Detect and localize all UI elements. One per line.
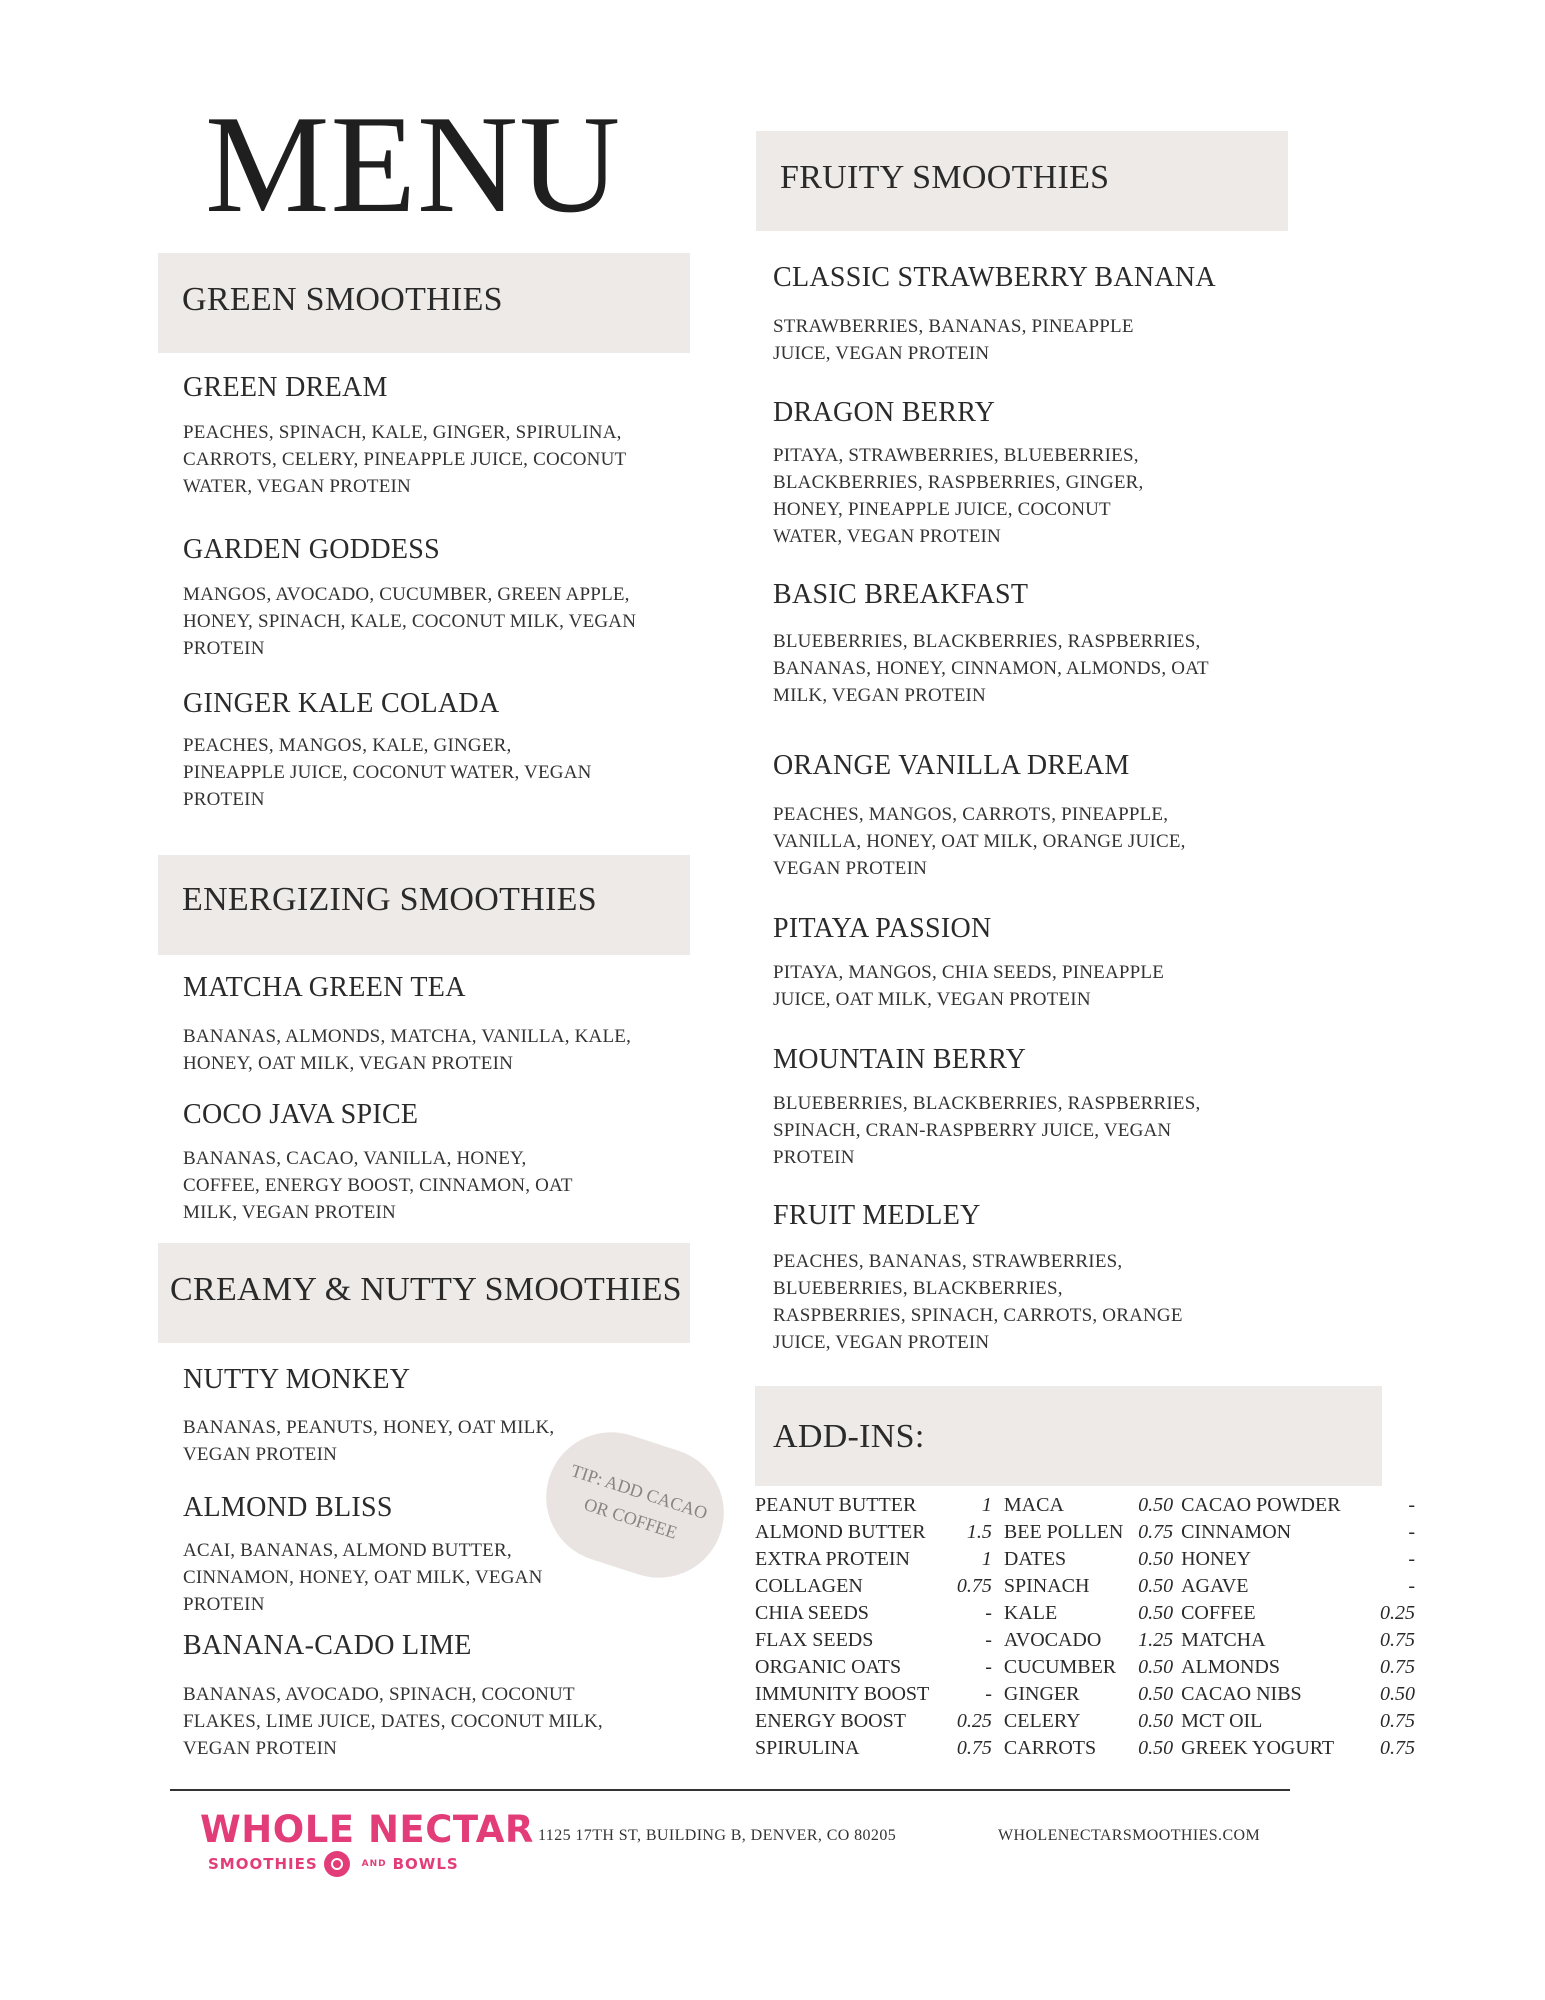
addin-price: - — [1408, 1494, 1415, 1516]
addin-row — [755, 1546, 1415, 1573]
addins-section-title: ADD-INS: — [773, 1418, 925, 1455]
item-nutty-monkey-name: NUTTY MONKEY — [183, 1364, 411, 1395]
addin-row — [755, 1600, 1415, 1627]
item-dragon-berry-name: DRAGON BERRY — [773, 397, 996, 428]
addin-name: PEANUT BUTTER — [755, 1494, 917, 1516]
addin-row — [755, 1573, 1415, 1600]
addin-name: GREEK YOGURT — [1181, 1737, 1335, 1759]
addin-row — [755, 1492, 1415, 1519]
footer-address: 1125 17TH ST, BUILDING B, DENVER, CO 80205 — [538, 1827, 897, 1844]
addin-name: CINNAMON — [1181, 1521, 1292, 1543]
addins-section-header — [755, 1386, 1382, 1486]
addin-row — [755, 1627, 1415, 1654]
addin-price: 1.25 — [1138, 1629, 1174, 1651]
footer-website[interactable]: WHOLENECTARSMOOTHIES.COM — [998, 1827, 1261, 1844]
addin-name: MACA — [1003, 1494, 1064, 1516]
addin-name: FLAX SEEDS — [755, 1629, 874, 1651]
addin-name: CELERY — [1003, 1710, 1081, 1732]
addin-price: 0.75 — [1380, 1710, 1415, 1732]
addin-price: 0.50 — [1138, 1602, 1174, 1624]
addin-name: AVOCADO — [1003, 1629, 1102, 1651]
item-almond-bliss-desc: ACAI, BANANAS, ALMOND BUTTER, CINNAMON, HONEY, OAT MILK, VEGAN PROTEIN — [183, 1540, 543, 1615]
addin-name: ALMOND BUTTER — [755, 1521, 926, 1543]
item-ginger-kale-colada-name: GINGER KALE COLADA — [183, 688, 500, 719]
addin-price: - — [1408, 1521, 1415, 1543]
footer-divider — [170, 1789, 1290, 1791]
addin-price: 0.50 — [1380, 1683, 1415, 1705]
item-pitaya-passion-desc: PITAYA, MANGOS, CHIA SEEDS, PINEAPPLE JUICE, OAT MILK, VEGAN PROTEIN — [773, 962, 1165, 1010]
fruity-section-title: FRUITY SMOOTHIES — [780, 159, 1110, 196]
item-matcha-green-tea-name: MATCHA GREEN TEA — [183, 972, 466, 1003]
addin-price: - — [985, 1683, 992, 1705]
item-garden-goddess-desc: MANGOS, AVOCADO, CUCUMBER, GREEN APPLE, HONEY, SPINACH, KALE, COCONUT MILK, VEGAN PROTEIN — [183, 584, 637, 659]
item-mountain-berry-desc: BLUEBERRIES, BLACKBERRIES, RASPBERRIES, SPINACH, CRAN-RASPBERRY JUICE, VEGAN PROTEIN — [773, 1093, 1201, 1168]
energizing-section-title: ENERGIZING SMOOTHIES — [182, 881, 597, 918]
item-almond-bliss-name: ALMOND BLISS — [183, 1492, 393, 1523]
addin-price: 1.5 — [966, 1521, 992, 1543]
menu-title: MENU — [205, 87, 622, 242]
logo-sub-left: SMOOTHIES — [208, 1855, 318, 1873]
addin-price: - — [1408, 1548, 1415, 1570]
addin-name: MATCHA — [1181, 1629, 1266, 1651]
item-basic-breakfast-name: BASIC BREAKFAST — [773, 579, 1029, 610]
addin-price: 0.50 — [1138, 1710, 1174, 1732]
addin-price: 0.75 — [956, 1737, 992, 1759]
energizing-section-header — [158, 855, 690, 955]
addin-name: MCT OIL — [1181, 1710, 1263, 1732]
addin-price: 0.75 — [1380, 1737, 1415, 1759]
addin-name: CACAO NIBS — [1181, 1683, 1302, 1705]
addins-table — [755, 1492, 1415, 1762]
logo-sub-right: BOWLS — [392, 1855, 459, 1873]
item-classic-strawberry-banana-desc: STRAWBERRIES, BANANAS, PINEAPPLE JUICE, VEGAN PROTEIN — [773, 316, 1134, 364]
addin-name: HONEY — [1181, 1548, 1252, 1570]
addin-price: 0.50 — [1138, 1494, 1174, 1516]
addin-name: KALE — [1003, 1602, 1058, 1624]
addin-name: ORGANIC OATS — [755, 1656, 902, 1678]
item-orange-vanilla-dream-name: ORANGE VANILLA DREAM — [773, 750, 1130, 781]
addin-price: 0.50 — [1138, 1548, 1174, 1570]
item-dragon-berry-desc: PITAYA, STRAWBERRIES, BLUEBERRIES, BLACKBERRIES, RASPBERRIES, GINGER, HONEY, PINEAPPLE JUICE, COCONUT WATER, VEGAN PROTEIN — [773, 445, 1144, 547]
addin-name: CARROTS — [1003, 1737, 1097, 1759]
addin-name: SPIRULINA — [755, 1737, 860, 1759]
item-basic-breakfast-desc: BLUEBERRIES, BLACKBERRIES, RASPBERRIES, BANANAS, HONEY, CINNAMON, ALMONDS, OAT MILK, VEGAN PROTEIN — [773, 631, 1209, 706]
addin-name: BEE POLLEN — [1003, 1521, 1124, 1543]
item-garden-goddess-name: GARDEN GODDESS — [183, 534, 440, 565]
addin-row — [755, 1654, 1415, 1681]
brand-logo-text: WHOLE NECTAR — [200, 1808, 534, 1851]
addin-row — [755, 1708, 1415, 1735]
item-coco-java-spice-name: COCO JAVA SPICE — [183, 1099, 419, 1130]
addin-name: COLLAGEN — [755, 1575, 863, 1597]
addin-name: CUCUMBER — [1003, 1656, 1117, 1678]
addin-price: 0.50 — [1138, 1683, 1174, 1705]
fruity-section-header — [756, 131, 1288, 231]
item-fruit-medley-name: FRUIT MEDLEY — [773, 1200, 981, 1231]
addin-name: AGAVE — [1181, 1575, 1249, 1597]
addin-name: EXTRA PROTEIN — [755, 1548, 910, 1570]
item-banana-cado-lime-name: BANANA-CADO LIME — [183, 1630, 472, 1661]
item-orange-vanilla-dream-desc: PEACHES, MANGOS, CARROTS, PINEAPPLE, VANILLA, HONEY, OAT MILK, ORANGE JUICE, VEGAN PROTEIN — [773, 804, 1186, 879]
item-banana-cado-lime-desc: BANANAS, AVOCADO, SPINACH, COCONUT FLAKES, LIME JUICE, DATES, COCONUT MILK, VEGAN PROTEIN — [183, 1684, 603, 1759]
green-section-header — [158, 253, 690, 353]
creamy-section-header — [158, 1243, 690, 1343]
item-coco-java-spice-desc: BANANAS, CACAO, VANILLA, HONEY, COFFEE, ENERGY BOOST, CINNAMON, OAT MILK, VEGAN PROTEIN — [183, 1148, 573, 1223]
addin-name: CHIA SEEDS — [755, 1602, 869, 1624]
addin-name: ALMONDS — [1181, 1656, 1280, 1678]
addin-price: 0.75 — [1138, 1521, 1174, 1543]
addin-name: ENERGY BOOST — [755, 1710, 906, 1732]
creamy-section-title: CREAMY & NUTTY SMOOTHIES — [170, 1271, 682, 1308]
brand-logo-subtitle — [208, 1851, 459, 1877]
item-nutty-monkey-desc: BANANAS, PEANUTS, HONEY, OAT MILK, VEGAN PROTEIN — [183, 1417, 555, 1465]
addin-name: GINGER — [1003, 1683, 1080, 1705]
item-pitaya-passion-name: PITAYA PASSION — [773, 913, 992, 944]
addin-price: 1 — [981, 1494, 992, 1516]
addin-price: 0.50 — [1138, 1575, 1174, 1597]
tip-text: TIP: ADD CACAO OR COFFEE — [568, 1460, 710, 1543]
addin-price: - — [985, 1602, 992, 1624]
addin-row — [755, 1735, 1415, 1762]
addin-price: - — [985, 1629, 992, 1651]
addin-price: 0.75 — [1380, 1629, 1415, 1651]
item-green-dream-name: GREEN DREAM — [183, 372, 388, 403]
addin-price: - — [985, 1656, 992, 1678]
addin-price: - — [1408, 1575, 1415, 1597]
addin-price: 1 — [981, 1548, 992, 1570]
addin-price: 0.50 — [1138, 1737, 1174, 1759]
addin-price: 0.50 — [1138, 1656, 1174, 1678]
addin-name: COFFEE — [1181, 1602, 1256, 1624]
addin-price: 0.75 — [1380, 1656, 1415, 1678]
addin-row — [755, 1519, 1415, 1546]
item-classic-strawberry-banana-name: CLASSIC STRAWBERRY BANANA — [773, 262, 1216, 293]
addin-name: SPINACH — [1003, 1575, 1090, 1597]
item-mountain-berry-name: MOUNTAIN BERRY — [773, 1044, 1027, 1075]
item-green-dream-desc: PEACHES, SPINACH, KALE, GINGER, SPIRULINA, CARROTS, CELERY, PINEAPPLE JUICE, COCONUT WATER, VEGAN PROTEIN — [183, 422, 626, 497]
addin-row — [755, 1681, 1415, 1708]
ribbon-badge-icon — [324, 1851, 350, 1877]
item-ginger-kale-colada-desc: PEACHES, MANGOS, KALE, GINGER, PINEAPPLE JUICE, COCONUT WATER, VEGAN PROTEIN — [183, 735, 592, 810]
addin-name: DATES — [1003, 1548, 1067, 1570]
addin-price: 0.25 — [1380, 1602, 1415, 1624]
green-section-title: GREEN SMOOTHIES — [182, 281, 503, 318]
item-fruit-medley-desc: PEACHES, BANANAS, STRAWBERRIES, BLUEBERRIES, BLACKBERRIES, RASPBERRIES, SPINACH, CARROTS, ORANGE JUICE, VEGAN PROTEIN — [773, 1251, 1183, 1353]
item-matcha-green-tea-desc: BANANAS, ALMONDS, MATCHA, VANILLA, KALE, HONEY, OAT MILK, VEGAN PROTEIN — [183, 1026, 632, 1074]
addin-price: 0.75 — [956, 1575, 992, 1597]
addin-name: IMMUNITY BOOST — [755, 1683, 930, 1705]
addin-name: CACAO POWDER — [1181, 1494, 1341, 1516]
addin-price: 0.25 — [956, 1710, 992, 1732]
logo-sub-and: AND — [361, 1859, 387, 1869]
